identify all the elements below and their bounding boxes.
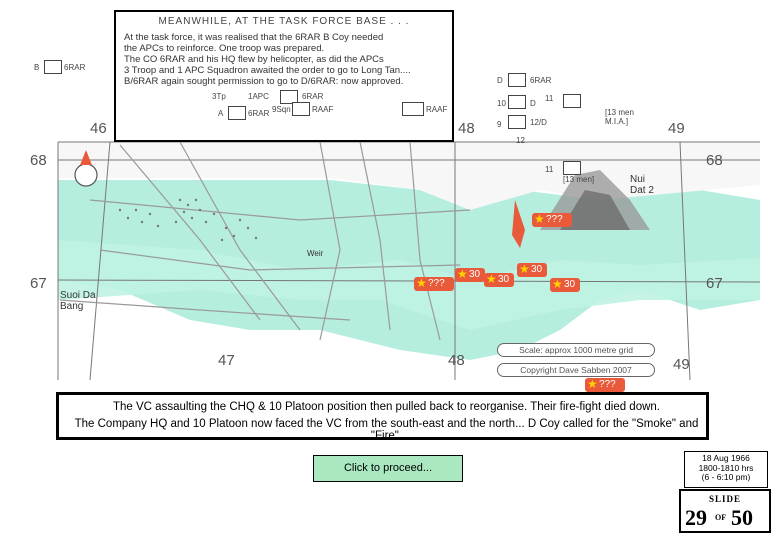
vc-marker-30 xyxy=(484,273,514,287)
unit-b-6rar-label: 6RAR xyxy=(64,63,86,72)
vc-marker-label: 30 xyxy=(469,269,481,280)
star-icon: ★ xyxy=(457,267,468,281)
grid-label-48-bottom: 48 xyxy=(448,352,465,369)
vc-marker xyxy=(532,213,572,227)
unit-a-symbol xyxy=(228,106,246,120)
grid-label-67-right: 67 xyxy=(706,275,723,292)
date-time-box xyxy=(684,451,768,488)
star-icon: ★ xyxy=(534,212,545,226)
unit-raaf-label: RAAF xyxy=(312,105,334,114)
slide-number: 29 xyxy=(685,505,707,530)
unit-9sqn-label: 9Sqn xyxy=(272,105,291,114)
platoon-9-label: 9 xyxy=(497,120,502,129)
place-weir: Weir xyxy=(307,249,324,258)
task-force-inset xyxy=(114,10,454,142)
date-line: 18 Aug 1966 xyxy=(702,453,750,463)
slide-word: SLIDE xyxy=(708,494,741,504)
grid-label-67-left: 67 xyxy=(30,275,47,292)
unit-d-6rar-label: 6RAR xyxy=(530,76,552,85)
time-line: 1800-1810 hrs xyxy=(698,462,754,473)
unit-raaf2-label: RAAF xyxy=(426,105,448,114)
grid-label-68-right: 68 xyxy=(706,152,723,169)
slide-of: OF xyxy=(715,513,727,522)
narration-caption xyxy=(56,392,709,440)
thirteen-men-label: [13 men] xyxy=(563,175,595,184)
unit-b-6rar-symbol xyxy=(44,60,62,74)
proceed-button[interactable]: Click to proceed... xyxy=(313,455,463,482)
vc-marker-30 xyxy=(550,278,580,292)
unit-raaf2-symbol xyxy=(402,102,424,116)
star-icon: ★ xyxy=(486,272,497,286)
inset-line: the APCs to reinforce. One troop was prepared. xyxy=(124,43,325,54)
platoon-10-label: 10 xyxy=(497,99,506,108)
unit-b-letter: B xyxy=(34,63,40,72)
platoon-11-symbol xyxy=(563,94,581,108)
caption-line-2: The Company HQ and 10 Platoon now faced the VC from the south-east and the north... D Coy called for the "Smoke" and "Fire". xyxy=(74,418,699,442)
unit-3tp-label: 3Tp xyxy=(212,92,226,101)
platoon-11-lower-symbol xyxy=(563,161,581,175)
vc-marker-30 xyxy=(455,268,485,282)
inset-text xyxy=(124,32,446,87)
vc-marker-label: ??? xyxy=(546,214,563,225)
unit-a-6rar-label: 6RAR xyxy=(248,109,270,118)
grid-label-48-top: 48 xyxy=(458,120,475,137)
grid-label-46: 46 xyxy=(90,120,107,137)
inset-line: At the task force, it was realised that the 6RAR B Coy needed xyxy=(124,32,384,43)
platoon-12d-symbol xyxy=(508,115,526,129)
unit-a-letter: A xyxy=(218,109,224,118)
platoon-d-label: D xyxy=(530,99,536,108)
scale-label: Scale: approx 1000 metre grid xyxy=(497,343,655,357)
copyright-label: Copyright Dave Sabben 2007 xyxy=(497,363,655,377)
vc-marker-label: ??? xyxy=(599,379,616,390)
vc-marker-label: 30 xyxy=(564,279,576,290)
grid-label-47-bottom: 47 xyxy=(218,352,235,369)
caption-line-1: The VC assaulting the CHQ & 10 Platoon position then pulled back to reorganise. Their fire-fight died down. xyxy=(113,401,660,413)
inset-title: MEANWHILE, AT THE TASK FORCE BASE . . . xyxy=(158,16,410,27)
platoon-10-symbol xyxy=(508,95,526,109)
vc-marker xyxy=(414,277,454,291)
vc-marker-label: ??? xyxy=(428,278,445,289)
vc-marker-label: 30 xyxy=(531,264,543,275)
grid-label-49-bottom: 49 xyxy=(673,356,690,373)
unit-raaf-symbol xyxy=(292,102,310,116)
slide-counter xyxy=(679,489,771,533)
place-suoi-da-bang: Suoi Da Bang xyxy=(60,290,96,312)
vc-marker xyxy=(585,378,625,392)
platoon-11-lower-label: 11 xyxy=(545,165,554,174)
time-line-civil: (6 - 6:10 pm) xyxy=(701,472,751,482)
star-icon: ★ xyxy=(519,262,530,276)
grid-label-49-top: 49 xyxy=(668,120,685,137)
unit-d-6rar-symbol xyxy=(508,73,526,87)
platoon-12d-label: 12/D xyxy=(530,118,547,127)
star-icon: ★ xyxy=(587,377,598,391)
vc-marker-label: 30 xyxy=(498,274,510,285)
vc-marker-30 xyxy=(517,263,547,277)
platoon-11-label: 11 xyxy=(545,94,554,103)
star-icon: ★ xyxy=(416,276,427,290)
inset-line: The CO 6RAR and his HQ flew by helicopter, as did the APCs xyxy=(124,54,384,65)
inset-line: B/6RAR again sought permission to go to D/6RAR: now approved. xyxy=(124,76,404,87)
unit-1apc-label: 1APC xyxy=(248,92,269,101)
unit-6rar-top-label: 6RAR xyxy=(302,92,324,101)
platoon-12-label: 12 xyxy=(516,136,525,145)
inset-line: 3 Troop and 1 APC Squadron awaited the order to go to Long Tan.... xyxy=(124,65,411,76)
place-nui-dat-2: Nui Dat 2 xyxy=(630,174,654,196)
star-icon: ★ xyxy=(552,277,563,291)
unit-d-letter: D xyxy=(497,76,503,85)
grid-label-68-left: 68 xyxy=(30,152,47,169)
mia-label: [13 men M.I.A.] xyxy=(605,108,634,126)
slide-total: 50 xyxy=(731,505,753,530)
